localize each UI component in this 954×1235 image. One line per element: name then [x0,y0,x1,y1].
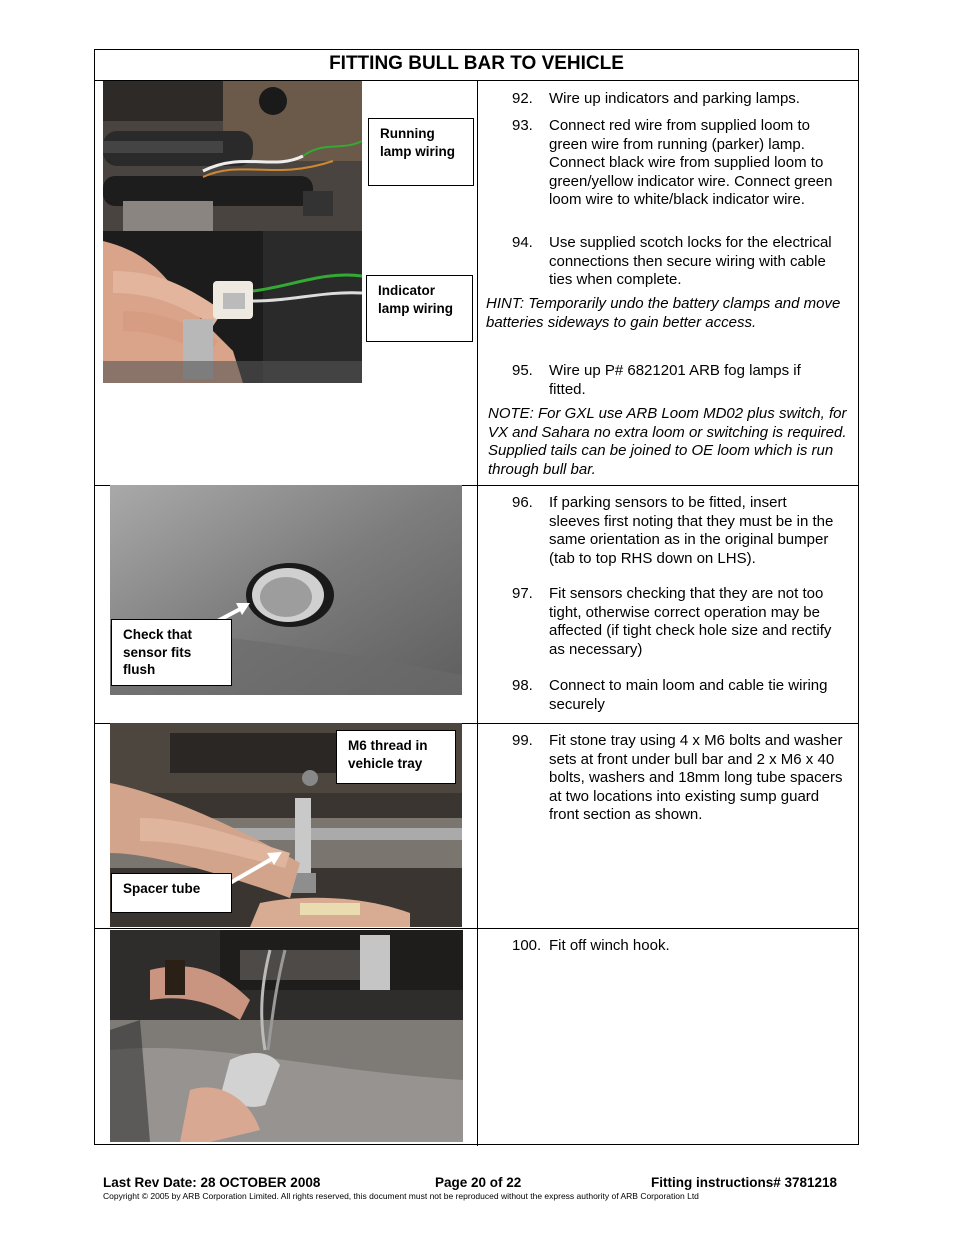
column-divider [477,81,478,1146]
step-number: 98. [512,677,533,694]
step-text: Fit stone tray using 4 x M6 bolts and washer sets at front under bull bar and 2 x M6 x 40 bolts, washers and 18mm long tube spacers at two locations into existing sump guard front section as shown. [549,732,843,824]
step-number: 99. [512,732,533,749]
step-text: Connect red wire from supplied loom to green wire from running (parker) lamp. Connect black wire from supplied loom to green/yellow indicator wire. Connect green loom wire to white/black indicator wire. [549,117,833,209]
fitting-instructions-number: Fitting instructions# 3781218 [651,1175,838,1190]
step-text: Fit sensors checking that they are not too tight, otherwise correct operation may be affected (if tight check hole size and rectify as necessary) [549,585,832,658]
step-text: Use supplied scotch locks for the electrical connections then secure wiring with cable ties when complete. [549,234,832,289]
callout-check-sensor-flush: Check that sensor fits flush [111,619,232,686]
running-lamp-photo [103,81,362,231]
step-number: 95. [512,362,533,379]
step-text: Wire up indicators and parking lamps. [549,90,800,107]
revision-date: Last Rev Date: 28 OCTOBER 2008 [103,1175,321,1190]
step-text: Connect to main loom and cable tie wiring securely [549,677,828,713]
winch-hook-photo [110,930,463,1142]
step-text: Fit off winch hook. [549,937,670,954]
hint-text: HINT: Temporarily undo the battery clamps and move batteries sideways to gain better access. [486,295,841,331]
page-title: FITTING BULL BAR TO VEHICLE [95,50,858,81]
step-number: 96. [512,494,533,511]
step-number: 100. [512,937,542,954]
step-number: 94. [512,234,533,251]
callout-spacer-tube: Spacer tube [111,873,232,913]
callout-running-lamp-wiring: Running lamp wiring [368,118,474,186]
note-text: NOTE: For GXL use ARB Loom MD02 plus switch, for VX and Sahara no extra loom or switching is required. Supplied tails can be joined to OE loom which is run through bull bar. [488,405,847,478]
step-text: If parking sensors to be fitted, insert sleeves first noting that they must be in the same orientation as in the original bumper (tab to top RHS down on LHS). [549,494,834,567]
copyright-notice: Copyright © 2005 by ARB Corporation Limited. All rights reserved, this document must not be reproduced without the express authority of ARB Corporation Ltd [103,1191,699,1201]
page-number: Page 20 of 22 [435,1175,522,1190]
step-number: 93. [512,117,533,134]
step-number: 97. [512,585,533,602]
step-text: Wire up P# 6821201 ARB fog lamps if fitted. [549,362,801,398]
step-number: 92. [512,90,533,107]
indicator-lamp-photo [103,231,362,383]
callout-indicator-lamp-wiring: Indicator lamp wiring [366,275,473,342]
callout-m6-thread: M6 thread in vehicle tray [336,730,456,784]
